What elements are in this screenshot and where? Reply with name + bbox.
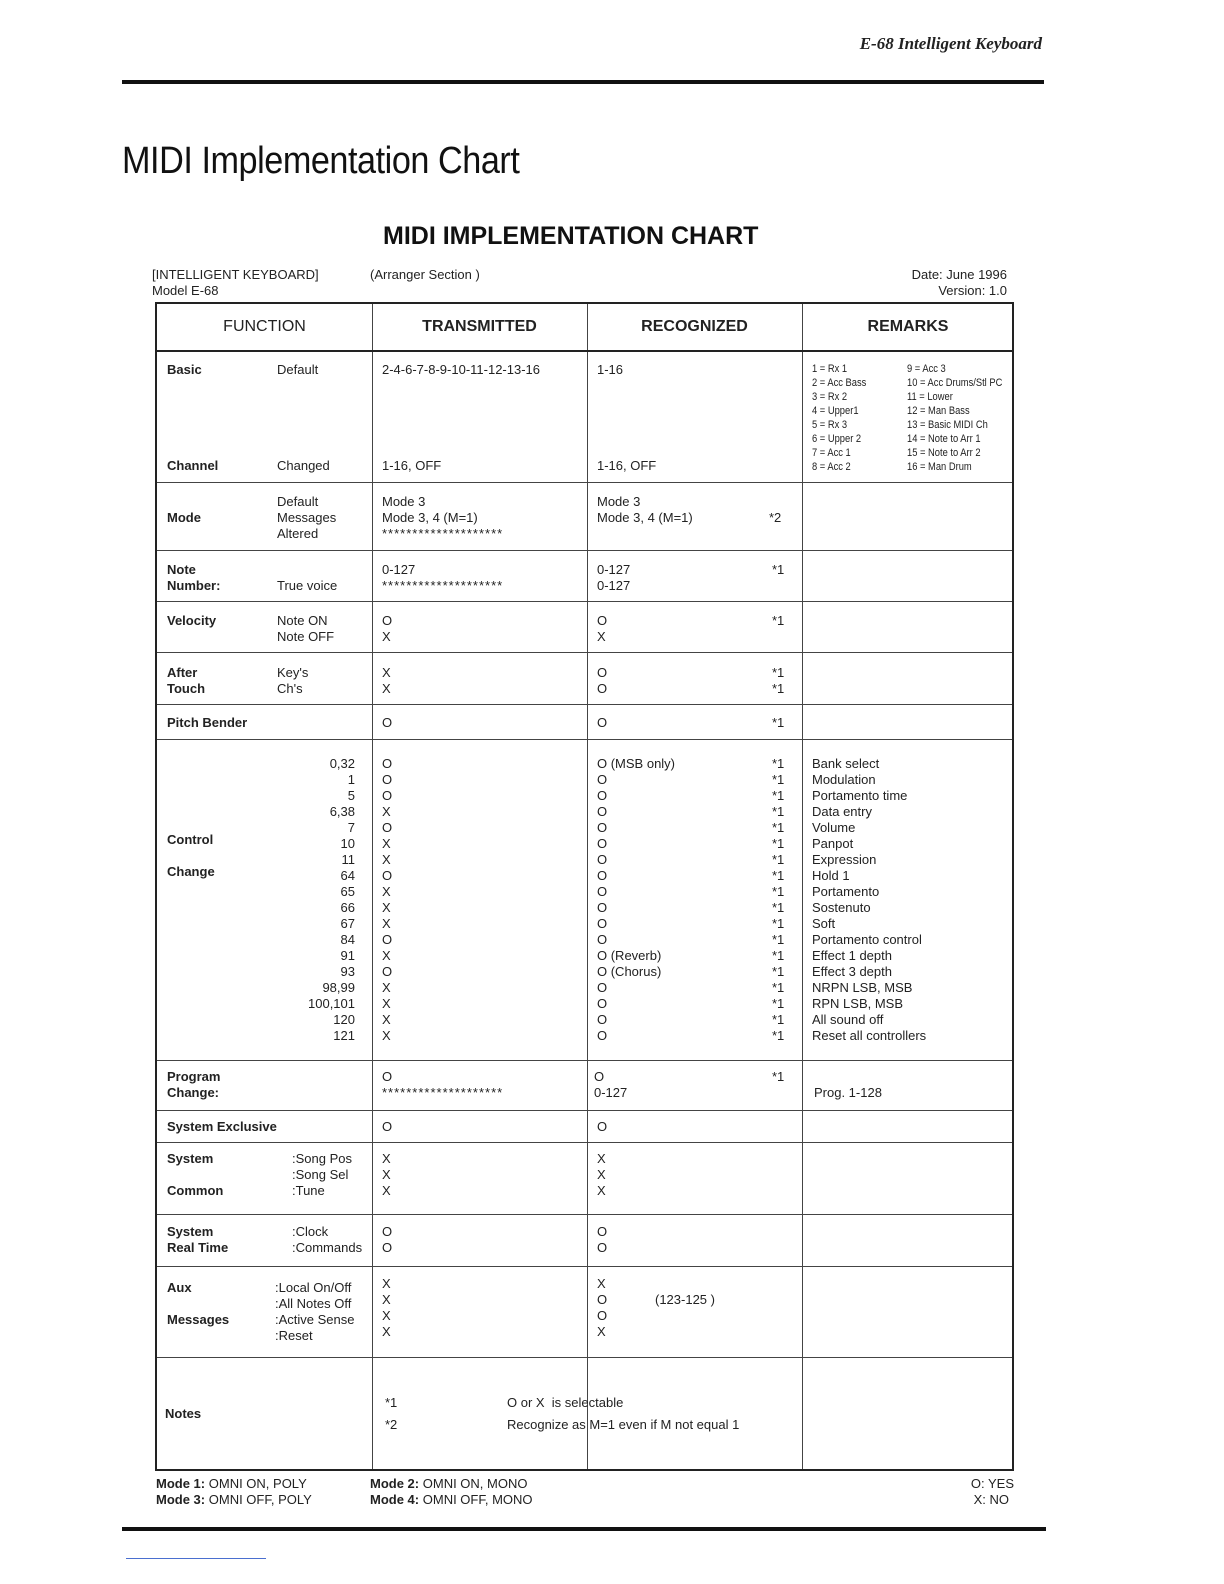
- mode-rx-note: *2: [769, 510, 782, 525]
- basic-tx-changed: 1-16, OFF: [382, 458, 442, 473]
- header-rule: [122, 80, 1044, 84]
- footer-link-line: [126, 1558, 266, 1559]
- remark-ch-2: 2 = Acc Bass: [812, 377, 867, 389]
- control-label: Control: [167, 832, 214, 847]
- cc-rx: O: [597, 852, 608, 867]
- cc-remark: Portamento: [812, 884, 880, 899]
- col-transmitted: TRANSMITTED: [422, 318, 537, 335]
- cc-tx: O: [382, 932, 393, 947]
- cc-rx-note: *1: [772, 884, 785, 899]
- cc-number: 84: [340, 932, 355, 947]
- program-rx-true: 0-127: [594, 1085, 628, 1100]
- footer-rule: [122, 1527, 1046, 1531]
- cc-rx-note: *1: [772, 868, 785, 883]
- meta-model: Model E-68: [152, 283, 219, 298]
- touch-label: Touch: [167, 681, 206, 696]
- cc-number: 1: [347, 772, 355, 787]
- cc-tx: O: [382, 820, 393, 835]
- clock-label: :Clock: [292, 1224, 329, 1239]
- common-tx-1: X: [382, 1167, 391, 1182]
- remark-ch-11: 11 = Lower: [907, 391, 953, 403]
- remark-ch-10: 10 = Acc Drums/Stl PC: [907, 377, 1003, 389]
- remark-ch-14: 14 = Note to Arr 1: [907, 433, 981, 445]
- mode2-legend: [370, 1476, 527, 1491]
- cc-number: 100,101: [308, 996, 355, 1011]
- velocity-tx-off: X: [382, 629, 391, 644]
- realtime-label: Real Time: [167, 1240, 229, 1255]
- cc-rx: O: [597, 868, 608, 883]
- cc-rx-note: *1: [772, 756, 785, 771]
- mode3-text: OMNI OFF, POLY: [208, 1492, 312, 1507]
- pitch-tx: O: [382, 715, 393, 730]
- note-on-label: Note ON: [277, 613, 328, 628]
- meta-date: Date: June 1996: [911, 267, 1007, 282]
- cc-remark: Bank select: [812, 756, 880, 771]
- after-rx-note-chs: *1: [772, 681, 785, 696]
- cc-rx: O: [597, 772, 608, 787]
- sysex-rx: O: [597, 1119, 608, 1134]
- aux-rx-3: X: [597, 1324, 606, 1339]
- mode-default-label: Default: [277, 494, 319, 509]
- cc-rx-note: *1: [772, 948, 785, 963]
- mode-tx-messages: Mode 3, 4 (M=1): [382, 510, 478, 525]
- mode2-label: Mode 2:: [370, 1476, 420, 1491]
- cc-rx: O: [597, 788, 608, 803]
- program-tx: O: [382, 1069, 393, 1084]
- cc-rx-note: *1: [772, 980, 785, 995]
- aux-tx-1: X: [382, 1292, 391, 1307]
- mode-tx-default: Mode 3: [382, 494, 426, 509]
- cc-remark: Hold 1: [812, 868, 850, 883]
- cc-remark: RPN LSB, MSB: [812, 996, 904, 1011]
- cc-remark: Sostenuto: [812, 900, 871, 915]
- cc-rx-note: *1: [772, 900, 785, 915]
- cc-number: 11: [341, 852, 355, 867]
- cc-number: 5: [347, 788, 355, 803]
- no-legend: X: NO: [973, 1492, 1009, 1507]
- song-pos-label: :Song Pos: [292, 1151, 352, 1166]
- cc-remark: Expression: [812, 852, 877, 867]
- cc-remark: Portamento control: [812, 932, 922, 947]
- col-remarks: REMARKS: [867, 318, 949, 335]
- cc-rx: O: [597, 932, 608, 947]
- cc-rx-note: *1: [772, 804, 785, 819]
- realtime-rx-1: O: [597, 1240, 608, 1255]
- basic-changed-label: Changed: [277, 458, 330, 473]
- all-notes-off-label: :All Notes Off: [275, 1296, 352, 1311]
- pitch-rx-note: *1: [772, 715, 785, 730]
- cc-remark: NRPN LSB, MSB: [812, 980, 913, 995]
- cc-tx: X: [382, 996, 391, 1011]
- aux-tx-0: X: [382, 1276, 391, 1291]
- cc-remark: Modulation: [812, 772, 876, 787]
- after-tx-keys: X: [382, 665, 391, 680]
- cc-tx: X: [382, 900, 391, 915]
- cc-tx: X: [382, 884, 391, 899]
- cc-tx: X: [382, 980, 391, 995]
- remark-ch-8: 8 = Acc 2: [812, 461, 851, 473]
- cc-remark: All sound off: [812, 1012, 884, 1027]
- program-rx: O: [594, 1069, 605, 1084]
- col-function: FUNCTION: [223, 318, 306, 335]
- cc-tx: O: [382, 772, 393, 787]
- cc-number: 98,99: [322, 980, 355, 995]
- tune-label: :Tune: [292, 1183, 325, 1198]
- basic-tx-default: 2-4-6-7-8-9-10-11-12-13-16: [382, 362, 541, 377]
- cc-rx-note: *1: [772, 836, 785, 851]
- note2-mark: *2: [385, 1417, 398, 1432]
- program-label: Program: [167, 1069, 221, 1084]
- cc-rx: O (Reverb): [597, 948, 662, 963]
- mode3-label: Mode 3:: [156, 1492, 206, 1507]
- cc-tx: X: [382, 916, 391, 931]
- remark-ch-15: 15 = Note to Arr 2: [907, 447, 981, 459]
- note-rx-note: *1: [772, 562, 785, 577]
- cc-rx: O: [597, 820, 608, 835]
- cc-rx-note: *1: [772, 1028, 785, 1043]
- cc-rx: O: [597, 996, 608, 1011]
- true-voice-label: True voice: [277, 578, 338, 593]
- cc-number: 7: [347, 820, 355, 835]
- cc-number: 121: [333, 1028, 355, 1043]
- realtime-tx-0: O: [382, 1224, 393, 1239]
- cc-rx-note: *1: [772, 820, 785, 835]
- remark-ch-3: 3 = Rx 2: [812, 391, 848, 403]
- local-onoff-label: :Local On/Off: [275, 1280, 352, 1295]
- cc-rx: O: [597, 836, 608, 851]
- cc-rx-note: *1: [772, 772, 785, 787]
- cc-tx: X: [382, 852, 391, 867]
- mode4-legend: [370, 1492, 533, 1507]
- common-tx-0: X: [382, 1151, 391, 1166]
- cc-remark: Portamento time: [812, 788, 908, 803]
- cc-tx: O: [382, 964, 393, 979]
- col-recognized: RECOGNIZED: [641, 318, 748, 335]
- after-rx-chs: O: [597, 681, 608, 696]
- aux-rx-1: O: [597, 1292, 608, 1307]
- remark-ch-5: 5 = Rx 3: [812, 419, 848, 431]
- remark-ch-12: 12 = Man Bass: [907, 405, 970, 417]
- note-rx: 0-127: [597, 562, 631, 577]
- program-tx-true: ********************: [382, 1085, 504, 1100]
- active-sense-label: :Active Sense: [275, 1312, 355, 1327]
- velocity-rx-off: X: [597, 629, 606, 644]
- commands-label: :Commands: [292, 1240, 363, 1255]
- mode-messages-label: Messages: [277, 510, 337, 525]
- realtime-tx-1: O: [382, 1240, 393, 1255]
- cc-rx-note: *1: [772, 852, 785, 867]
- sysex-label: System Exclusive: [167, 1119, 277, 1134]
- cc-rx: O: [597, 900, 608, 915]
- cc-tx: X: [382, 1012, 391, 1027]
- after-rx-keys: O: [597, 665, 608, 680]
- cc-rx-note: *1: [772, 932, 785, 947]
- yes-legend: O: YES: [970, 1476, 1014, 1491]
- basic-rx-changed: 1-16, OFF: [597, 458, 657, 473]
- number-label: Number:: [167, 578, 221, 593]
- cc-tx: O: [382, 756, 393, 771]
- remark-ch-6: 6 = Upper 2: [812, 433, 862, 445]
- cc-number: 66: [340, 900, 355, 915]
- system-common-label: System: [167, 1151, 214, 1166]
- note1-mark: *1: [385, 1395, 398, 1410]
- cc-rx: O: [597, 804, 608, 819]
- cc-remark: Data entry: [812, 804, 872, 819]
- keys-label: Key's: [277, 665, 309, 680]
- cc-rx-note: *1: [772, 1012, 785, 1027]
- cc-tx: O: [382, 788, 393, 803]
- mode1-legend: [156, 1476, 307, 1491]
- realtime-rx-0: O: [597, 1224, 608, 1239]
- remark-ch-13: 13 = Basic MIDI Ch: [907, 419, 988, 431]
- note-label: Note: [167, 562, 196, 577]
- cc-tx: X: [382, 836, 391, 851]
- mode-tx-altered: ********************: [382, 526, 504, 541]
- notes-label: Notes: [165, 1406, 202, 1421]
- common-rx-0: X: [597, 1151, 606, 1166]
- mode-rx-messages: Mode 3, 4 (M=1): [597, 510, 693, 525]
- cc-number: 65: [340, 884, 355, 899]
- program-rx-note: *1: [772, 1069, 785, 1084]
- program-change-label: Change:: [167, 1085, 219, 1100]
- cc-remark: Panpot: [812, 836, 854, 851]
- cc-rx-note: *1: [772, 996, 785, 1011]
- system-realtime-label: System: [167, 1224, 214, 1239]
- mode-altered-label: Altered: [277, 526, 319, 541]
- basic-rx-default: 1-16: [597, 362, 624, 377]
- cc-rx: O: [597, 980, 608, 995]
- aux-tx-3: X: [382, 1324, 391, 1339]
- note-rx-true-voice: 0-127: [597, 578, 631, 593]
- midi-table: [155, 302, 1014, 1471]
- cc-rx: O: [597, 1012, 608, 1027]
- note1-text: O or X is selectable: [507, 1395, 624, 1410]
- cc-rx: O (Chorus): [597, 964, 662, 979]
- mode4-text: OMNI OFF, MONO: [422, 1492, 533, 1507]
- mode4-label: Mode 4:: [370, 1492, 420, 1507]
- cc-number: 10: [340, 836, 355, 851]
- velocity-rx-note: *1: [772, 613, 785, 628]
- header-title: E-68 Intelligent Keyboard: [859, 34, 1042, 53]
- cc-rx-note: *1: [772, 788, 785, 803]
- cc-number: 64: [340, 868, 355, 883]
- cc-number: 120: [333, 1012, 355, 1027]
- cc-remark: Effect 3 depth: [812, 964, 892, 979]
- cc-remark: Volume: [812, 820, 856, 835]
- cc-rx: O: [597, 884, 608, 899]
- cc-tx: X: [382, 948, 391, 963]
- mode-label: Mode: [167, 510, 201, 525]
- remark-ch-4: 4 = Upper1: [812, 405, 859, 417]
- cc-number: 91: [340, 948, 355, 963]
- mode1-label: Mode 1:: [156, 1476, 206, 1491]
- cc-number: 67: [340, 916, 355, 931]
- program-remark: Prog. 1-128: [814, 1085, 882, 1100]
- common-tx-2: X: [382, 1183, 391, 1198]
- chs-label: Ch's: [277, 681, 303, 696]
- common-rx-2: X: [597, 1183, 606, 1198]
- remark-ch-9: 9 = Acc 3: [907, 363, 946, 375]
- cc-tx: X: [382, 1028, 391, 1043]
- common-label: Common: [167, 1183, 224, 1198]
- sysex-tx: O: [382, 1119, 393, 1134]
- common-rx-1: X: [597, 1167, 606, 1182]
- meta-section: (Arranger Section ): [370, 267, 480, 282]
- song-sel-label: :Song Sel: [292, 1167, 349, 1182]
- pitch-bender-label: Pitch Bender: [167, 715, 248, 730]
- cc-remark: Effect 1 depth: [812, 948, 892, 963]
- cc-rx: O (MSB only): [597, 756, 676, 771]
- mode1-text: OMNI ON, POLY: [208, 1476, 307, 1491]
- basic-default-label: Default: [277, 362, 319, 377]
- page-title: MIDI Implementation Chart: [122, 140, 520, 182]
- meta-version: Version: 1.0: [938, 283, 1007, 298]
- change-label: Change: [167, 864, 215, 879]
- velocity-rx-on: O: [597, 613, 608, 628]
- cc-remark: Reset all controllers: [812, 1028, 927, 1043]
- cc-tx: X: [382, 804, 391, 819]
- channel-label: Channel: [167, 458, 219, 473]
- velocity-label: Velocity: [167, 613, 217, 628]
- note-tx-true-voice: ********************: [382, 578, 504, 593]
- note2-text: Recognize as M=1 even if M not equal 1: [507, 1417, 740, 1432]
- cc-rx: O: [597, 1028, 608, 1043]
- mode2-text: OMNI ON, MONO: [422, 1476, 528, 1491]
- aux-label: Aux: [167, 1280, 192, 1295]
- cc-rx: O: [597, 916, 608, 931]
- aux-rx-extra: (123-125 ): [655, 1292, 715, 1307]
- cc-remark: Soft: [812, 916, 836, 931]
- meta-device: [INTELLIGENT KEYBOARD]: [152, 267, 319, 282]
- aux-rx-2: O: [597, 1308, 608, 1323]
- aux-tx-2: X: [382, 1308, 391, 1323]
- remark-ch-7: 7 = Acc 1: [812, 447, 851, 459]
- pitch-rx: O: [597, 715, 608, 730]
- after-rx-note-keys: *1: [772, 665, 785, 680]
- mode3-legend: [156, 1492, 312, 1507]
- velocity-tx-on: O: [382, 613, 393, 628]
- note-off-label: Note OFF: [277, 629, 335, 644]
- cc-rx-note: *1: [772, 964, 785, 979]
- basic-label: Basic: [167, 362, 202, 377]
- note-tx: 0-127: [382, 562, 416, 577]
- after-label: After: [167, 665, 198, 680]
- mode-rx-default: Mode 3: [597, 494, 641, 509]
- remark-ch-1: 1 = Rx 1: [812, 363, 848, 375]
- remark-ch-16: 16 = Man Drum: [907, 461, 972, 473]
- cc-number: 93: [340, 964, 355, 979]
- cc-number: 6,38: [329, 804, 355, 819]
- chart-title: MIDI IMPLEMENTATION CHART: [383, 222, 759, 250]
- cc-rx-note: *1: [772, 916, 785, 931]
- cc-tx: O: [382, 868, 393, 883]
- after-tx-chs: X: [382, 681, 391, 696]
- cc-number: 0,32: [329, 756, 355, 771]
- messages-label: Messages: [167, 1312, 230, 1327]
- reset-label: :Reset: [275, 1328, 313, 1343]
- aux-rx-0: X: [597, 1276, 606, 1291]
